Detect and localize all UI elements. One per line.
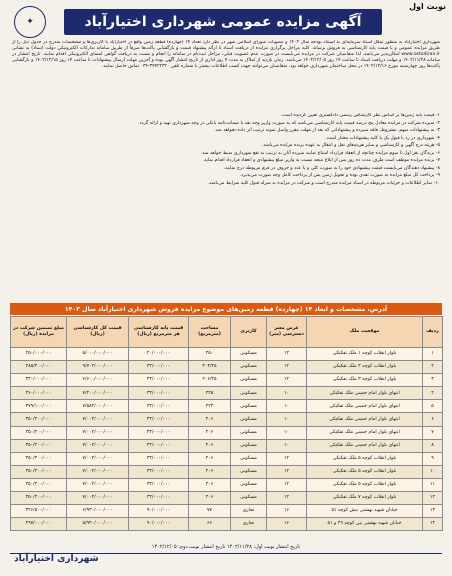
- table-cell: ۲۰/۰۰۰/۰۰۰: [129, 348, 189, 361]
- table-row: [11, 465, 443, 478]
- condition-item: ۸- پیشنهاد دهندگان می‌بایست قیمت پیشنهادی خود را به صورت کلی و با عدد و حروف در فرم مربوطه درج نمایند.: [223, 165, 440, 171]
- table-cell: مسکونی: [231, 361, 267, 374]
- table-cell: انتهای بلوار امام خمینی ملک تفکیکی: [307, 413, 423, 426]
- table-cell: ۱۰: [267, 426, 307, 439]
- condition-item: ۹- پرداخت کل مبلغ مزایده به صورت نقدی بوده و تحویل زمین پس از پرداخت کامل وجه صورت می‌پذیرد.: [239, 173, 440, 178]
- table-cell: بلوار انقلاب کوچه ۵ ملک تفکیکی: [307, 478, 423, 491]
- table-cell: ۹۰/۰۰۰/۰۰۰: [129, 505, 189, 518]
- table-cell: بلوار انقلاب کوچه ۵ ملک تفکیکی: [307, 465, 423, 478]
- table-cell: بلوار انقلاب کوچه ۷ ملک تفکیکی: [307, 492, 423, 505]
- table-cell: مسکونی: [231, 426, 267, 439]
- table-cell: ۳۷۹/۱۰۰/۰۰۰: [11, 400, 67, 413]
- table-cell: مسکونی: [231, 465, 267, 478]
- table-cell: ۷/۰۰۴/۰۰۰/۰۰۰: [67, 452, 129, 465]
- table-cell: ۱۰: [267, 400, 307, 413]
- table-header-row: [11, 317, 443, 348]
- table-cell: ۳۲/۰۰۰/۰۰۰: [129, 387, 189, 400]
- table-cell: ۳۳۰/۰۰۰/۰۰۰: [11, 374, 67, 387]
- table-cell: ۳۵۰/۲۰۰/۰۰۰: [11, 465, 67, 478]
- table-cell: ۳۵۰/۲۰۰/۰۰۰: [11, 478, 67, 491]
- table-cell: ۱۲: [267, 361, 307, 374]
- table-row: [11, 387, 443, 400]
- table-row: [11, 478, 443, 491]
- table-cell: ۹/۷۰۴/۰۰۰/۰۰۰: [67, 361, 129, 374]
- table-cell: ۲۰۶: [189, 413, 231, 426]
- table-cell: ۱۲: [267, 348, 307, 361]
- publication-dates: تاریخ انتشار نوبت اول: ۱۴۰۲/۱۱/۲۸ تاریخ انتشار نوبت دوم: ۱۴۰۲/۱۲/۰۵: [151, 544, 301, 550]
- table-cell: ۲۲۵: [189, 387, 231, 400]
- table-cell: ۷/۰۰۴/۰۰۰/۰۰۰: [67, 413, 129, 426]
- table-cell: تجاری: [231, 518, 267, 531]
- table-cell: ۱۱: [423, 478, 443, 491]
- table-cell: مسکونی: [231, 492, 267, 505]
- table-cell: ۱۲: [267, 374, 307, 387]
- table-row: [11, 361, 443, 374]
- table-cell: ۳۴/۰۰۰/۰۰۰: [129, 426, 189, 439]
- table-cell: ۱۲: [267, 452, 307, 465]
- column-header: قیمت کل کارشناسی (ریال): [67, 317, 129, 348]
- condition-item: ۱- قیمت پایه زمین‌ها بر اساس نظر کارشناس رسمی دادگستری تعیین گردیده است.: [280, 113, 440, 118]
- column-header: کاربری: [231, 317, 267, 348]
- table-cell: ۱۲: [267, 492, 307, 505]
- condition-item: ۳- به پیشنهادات مبهم، مشروط، فاقد سپرده و پیشنهاداتی که بعد از مهلت مقرر واصل شوند ترتیب اثر داده نخواهد شد.: [214, 128, 440, 133]
- table-cell: ۳۴/۰۰۰/۰۰۰: [129, 413, 189, 426]
- table-cell: ۷/۵۸۲/۰۰۰/۰۰۰: [67, 400, 129, 413]
- table-cell: ۱۲: [267, 465, 307, 478]
- table-cell: ۲۰۶: [189, 465, 231, 478]
- table-cell: ۳: [423, 374, 443, 387]
- column-header: مبلغ تضمین شرکت در مزایده (ریال): [11, 317, 67, 348]
- table-cell: ۶: [423, 413, 443, 426]
- table-row: [11, 492, 443, 505]
- table-cell: ۲۹۷/۰۰۰/۰۰۰: [11, 518, 67, 531]
- table-cell: ۲۰۶: [189, 492, 231, 505]
- table-cell: ۱: [423, 348, 443, 361]
- condition-item: ۲- سپرده شرکت در مزایده معادل پنج درصد قیمت پایه کارشناسی می‌باشد که به صورت واریز وجه نقد یا ضمانت‌نامه بانکی در وجه شهرداری تهیه و ارائه گردد.: [138, 120, 440, 126]
- table-cell: ۳۶۰/۰۰۰/۰۰۰: [11, 387, 67, 400]
- table-cell: بلوار انقلاب کوچه ۵ ملک تفکیکی: [307, 452, 423, 465]
- column-header: ردیف: [423, 317, 443, 348]
- table-cell: ۲۵۰/۰۰۰/۰۰۰: [11, 348, 67, 361]
- table-cell: ۹: [423, 452, 443, 465]
- table-cell: ۲۰۶: [189, 426, 231, 439]
- table-cell: ۴: [423, 387, 443, 400]
- table-cell: ۲۰۶: [189, 452, 231, 465]
- notice-title: آگهی مزایده عمومی شهرداری اختیارآباد: [64, 9, 382, 35]
- table-row: [11, 413, 443, 426]
- table-cell: ۱۶: [267, 518, 307, 531]
- table-cell: ۱۰: [423, 465, 443, 478]
- table-cell: انتهای بلوار امام خمینی ملک تفکیکی: [307, 400, 423, 413]
- table-cell: ۲۵۰: [189, 348, 231, 361]
- table-cell: ۸: [423, 439, 443, 452]
- table-cell: انتهای بلوار امام خمینی ملک تفکیکی: [307, 439, 423, 452]
- table-row: [11, 452, 443, 465]
- table-cell: ۳۲/۰۰۰/۰۰۰: [129, 361, 189, 374]
- table-cell: ۷/۰۰۴/۰۰۰/۰۰۰: [67, 426, 129, 439]
- table-cell: ۵: [423, 400, 443, 413]
- table-cell: مسکونی: [231, 452, 267, 465]
- table-cell: ۶/۹۳۰/۰۰۰/۰۰۰: [67, 505, 129, 518]
- column-header: موقعیت ملک: [307, 317, 423, 348]
- table-row: [11, 439, 443, 452]
- table-cell: ۱۰: [267, 439, 307, 452]
- table-row: [11, 518, 443, 531]
- municipality-emblem-icon: ✦: [14, 6, 46, 38]
- table-cell: بلوار انقلاب کوچه ۱ ملک تفکیکی: [307, 348, 423, 361]
- condition-item: ۴- شهرداری در رد یا قبول یک یا کلیه پیشنهادات مختار است.: [325, 135, 440, 141]
- table-row: [11, 348, 443, 361]
- table-cell: ۳۵۰/۲۰۰/۰۰۰: [11, 439, 67, 452]
- land-table: [10, 316, 443, 531]
- table-cell: ۳۲/۰۰۰/۰۰۰: [129, 374, 189, 387]
- table-cell: انتهای بلوار امام خمینی ملک تفکیکی: [307, 387, 423, 400]
- municipality-signature: شهرداری اختیارآباد: [14, 554, 99, 564]
- table-cell: ۳۴/۰۰۰/۰۰۰: [129, 400, 189, 413]
- table-cell: خیابان شهید بهشتی نبش کوچه ۵۱: [307, 505, 423, 518]
- table-cell: ۳۴۶/۵۰۰/۰۰۰: [11, 505, 67, 518]
- condition-item: ۵- هزینه درج آگهی و کارشناسی و سایر هزینه‌های نقل و انتقال به عهده برنده مزایده می‌باشد.: [261, 143, 440, 148]
- table-row: [11, 400, 443, 413]
- table-cell: ۳۴/۰۰۰/۰۰۰: [129, 492, 189, 505]
- table-cell: ۲۲۳: [189, 400, 231, 413]
- publication-round-label: نوبت اول: [409, 2, 446, 11]
- table-cell: ۱۲: [267, 478, 307, 491]
- table-cell: ۳۴/۰۰۰/۰۰۰: [129, 439, 189, 452]
- table-cell: ۷/۰۰۴/۰۰۰/۰۰۰: [67, 492, 129, 505]
- table-cell: ۱۶: [267, 505, 307, 518]
- column-header: قیمت پایه کارشناسی هر مترمربع (ریال): [129, 317, 189, 348]
- table-cell: ۱۲: [423, 492, 443, 505]
- table-cell: ۵/۹۴۰/۰۰۰/۰۰۰: [67, 518, 129, 531]
- table-cell: ۳۵۰/۲۰۰/۰۰۰: [11, 492, 67, 505]
- condition-item: ۶- برندگان نفر اول تا سوم مزایده چنانچه از انعقاد قرارداد امتناع نمایند سپرده آنان به ترتیب به نفع شهرداری ضبط خواهد شد.: [200, 150, 440, 156]
- table-cell: ۷/۰۰۴/۰۰۰/۰۰۰: [67, 465, 129, 478]
- table-cell: ۱۰: [267, 413, 307, 426]
- table-cell: ۲۰۶: [189, 439, 231, 452]
- table-cell: مسکونی: [231, 413, 267, 426]
- condition-item: ۱۰- سایر اطلاعات و جزئیات مربوطه در اسناد مزایده مندرج است و شرکت در مزایده به منزله قبول کلیه شرایط می‌باشد.: [207, 180, 440, 186]
- table-cell: مسکونی: [231, 478, 267, 491]
- table-cell: ۳۴/۰۰۰/۰۰۰: [129, 465, 189, 478]
- column-header: عرض معبر دسترسی (متر): [267, 317, 307, 348]
- table-cell: بلوار انقلاب کوچه ۳ ملک تفکیکی: [307, 361, 423, 374]
- table-cell: ۵/۰۰۰/۰۰۰/۰۰۰: [67, 348, 129, 361]
- table-cell: ۷/۰۰۴/۰۰۰/۰۰۰: [67, 478, 129, 491]
- table-cell: ۷: [423, 426, 443, 439]
- table-cell: ۱۳: [423, 505, 443, 518]
- table-body: [11, 348, 443, 531]
- table-cell: خیابان شهید بهشتی بین کوچه ۴۹ و ۵۱: [307, 518, 423, 531]
- table-cell: ۳۰۳/۲۵: [189, 361, 231, 374]
- table-row: [11, 505, 443, 518]
- table-cell: مسکونی: [231, 348, 267, 361]
- condition-item: ۷- برنده مزایده موظف است ظرف مدت ده روز پس از ابلاغ نتیجه نسبت به واریز مبلغ پیشنهادی و انعقاد قرارداد اقدام نماید.: [202, 158, 440, 163]
- conditions-list: [12, 113, 440, 303]
- table-cell: ۲۰۶/۲۵: [189, 374, 231, 387]
- table-cell: ۶/۶۰۰/۰۰۰/۰۰۰: [67, 374, 129, 387]
- table-cell: ۹۰/۰۰۰/۰۰۰: [129, 518, 189, 531]
- table-cell: ۴۸۵/۲۰۰/۰۰۰: [11, 361, 67, 374]
- table-cell: مسکونی: [231, 387, 267, 400]
- intro-paragraph: شهرداری اختیارآباد به منظور تملک اسناد سرمایه‌ای به استناد بودجه سال ۱۴۰۲ و مصوبات شورای اسلامی شهر در نظر دارد تعداد ۱۴ (چهارده) قطعه زمین واقع در اختیارآباد با کاربری‌ها و مشخصات مندرج در جدول ذیل را از طریق مزایده عمومی و با قیمت پایه کارشناسی به فروش برساند. کلیه مراحل برگزاری مزایده از دریافت اسناد تا ارائه پیشنهاد قیمت و بازگشایی پاکت‌ها صرفاً از طریق سامانه تدارکات الکترونیکی دولت (ستاد) به نشانی www.setadiran.ir امکان‌پذیر می‌باشد. لذا متقاضیان شرکت در مزایده می‌بایست در صورت عدم عضویت قبلی، مراحل ثبت‌نام در سامانه را انجام و نسبت به دریافت گواهی امضای الکترونیکی اقدام نمایند. تاریخ انتشار در سامانه ۱۴۰۲/۱۱/۲۸ و مهلت دریافت اسناد تا ساعت ۱۴ روز ۱۴۰۲/۱۲/۰۵ می‌باشد. زمان بازدید از املاک به مدت ۷ روز اداری از تاریخ انتشار آگهی بوده و آخرین مهلت ارسال پیشنهادات تا ساعت ۱۴ روز ۱۴۰۲/۱۲/۱۵ و بازگشایی پاکت‌ها روز چهارشنبه مورخ ۱۴۰۲/۱۲/۱۶ در محل ساختمان شهرداری خواهد بود. متقاضیان می‌توانند جهت کسب اطلاعات بیشتر با شماره تلفن ۳۴۴۲۲۳۲۰-۰۳۴ تماس حاصل نمایند.: [12, 40, 440, 70]
- table-cell: ۳۴/۰۰۰/۰۰۰: [129, 452, 189, 465]
- table-cell: ۱۴: [423, 518, 443, 531]
- table-cell: ۱۰: [267, 387, 307, 400]
- table-cell: ۶۶: [189, 518, 231, 531]
- table-cell: انتهای بلوار امام خمینی ملک تفکیکی: [307, 426, 423, 439]
- column-header: مساحت (مترمربع): [189, 317, 231, 348]
- table-cell: ۷۷: [189, 505, 231, 518]
- table-cell: ۷/۲۰۰/۰۰۰/۰۰۰: [67, 387, 129, 400]
- table-row: [11, 374, 443, 387]
- table-cell: ۳۵۰/۲۰۰/۰۰۰: [11, 413, 67, 426]
- table-cell: ۷/۰۰۴/۰۰۰/۰۰۰: [67, 439, 129, 452]
- table-cell: مسکونی: [231, 400, 267, 413]
- table-cell: ۳۴/۰۰۰/۰۰۰: [129, 478, 189, 491]
- table-title: آدرس، مشخصات و ابعاد ۱۴ (چهارده) قطعه زمین‌های موضوع مزایده فروش شهرداری اختیارآباد سال ۱۴۰۲: [10, 303, 442, 315]
- table-cell: ۳۵۰/۲۰۰/۰۰۰: [11, 426, 67, 439]
- table-cell: بلوار انقلاب کوچه ۳ ملک تفکیکی: [307, 374, 423, 387]
- table-cell: مسکونی: [231, 374, 267, 387]
- table-cell: ۳۵۰/۲۰۰/۰۰۰: [11, 452, 67, 465]
- table-cell: ۲: [423, 361, 443, 374]
- table-cell: ۲۰۶: [189, 478, 231, 491]
- table-cell: مسکونی: [231, 439, 267, 452]
- table-row: [11, 426, 443, 439]
- table-cell: تجاری: [231, 505, 267, 518]
